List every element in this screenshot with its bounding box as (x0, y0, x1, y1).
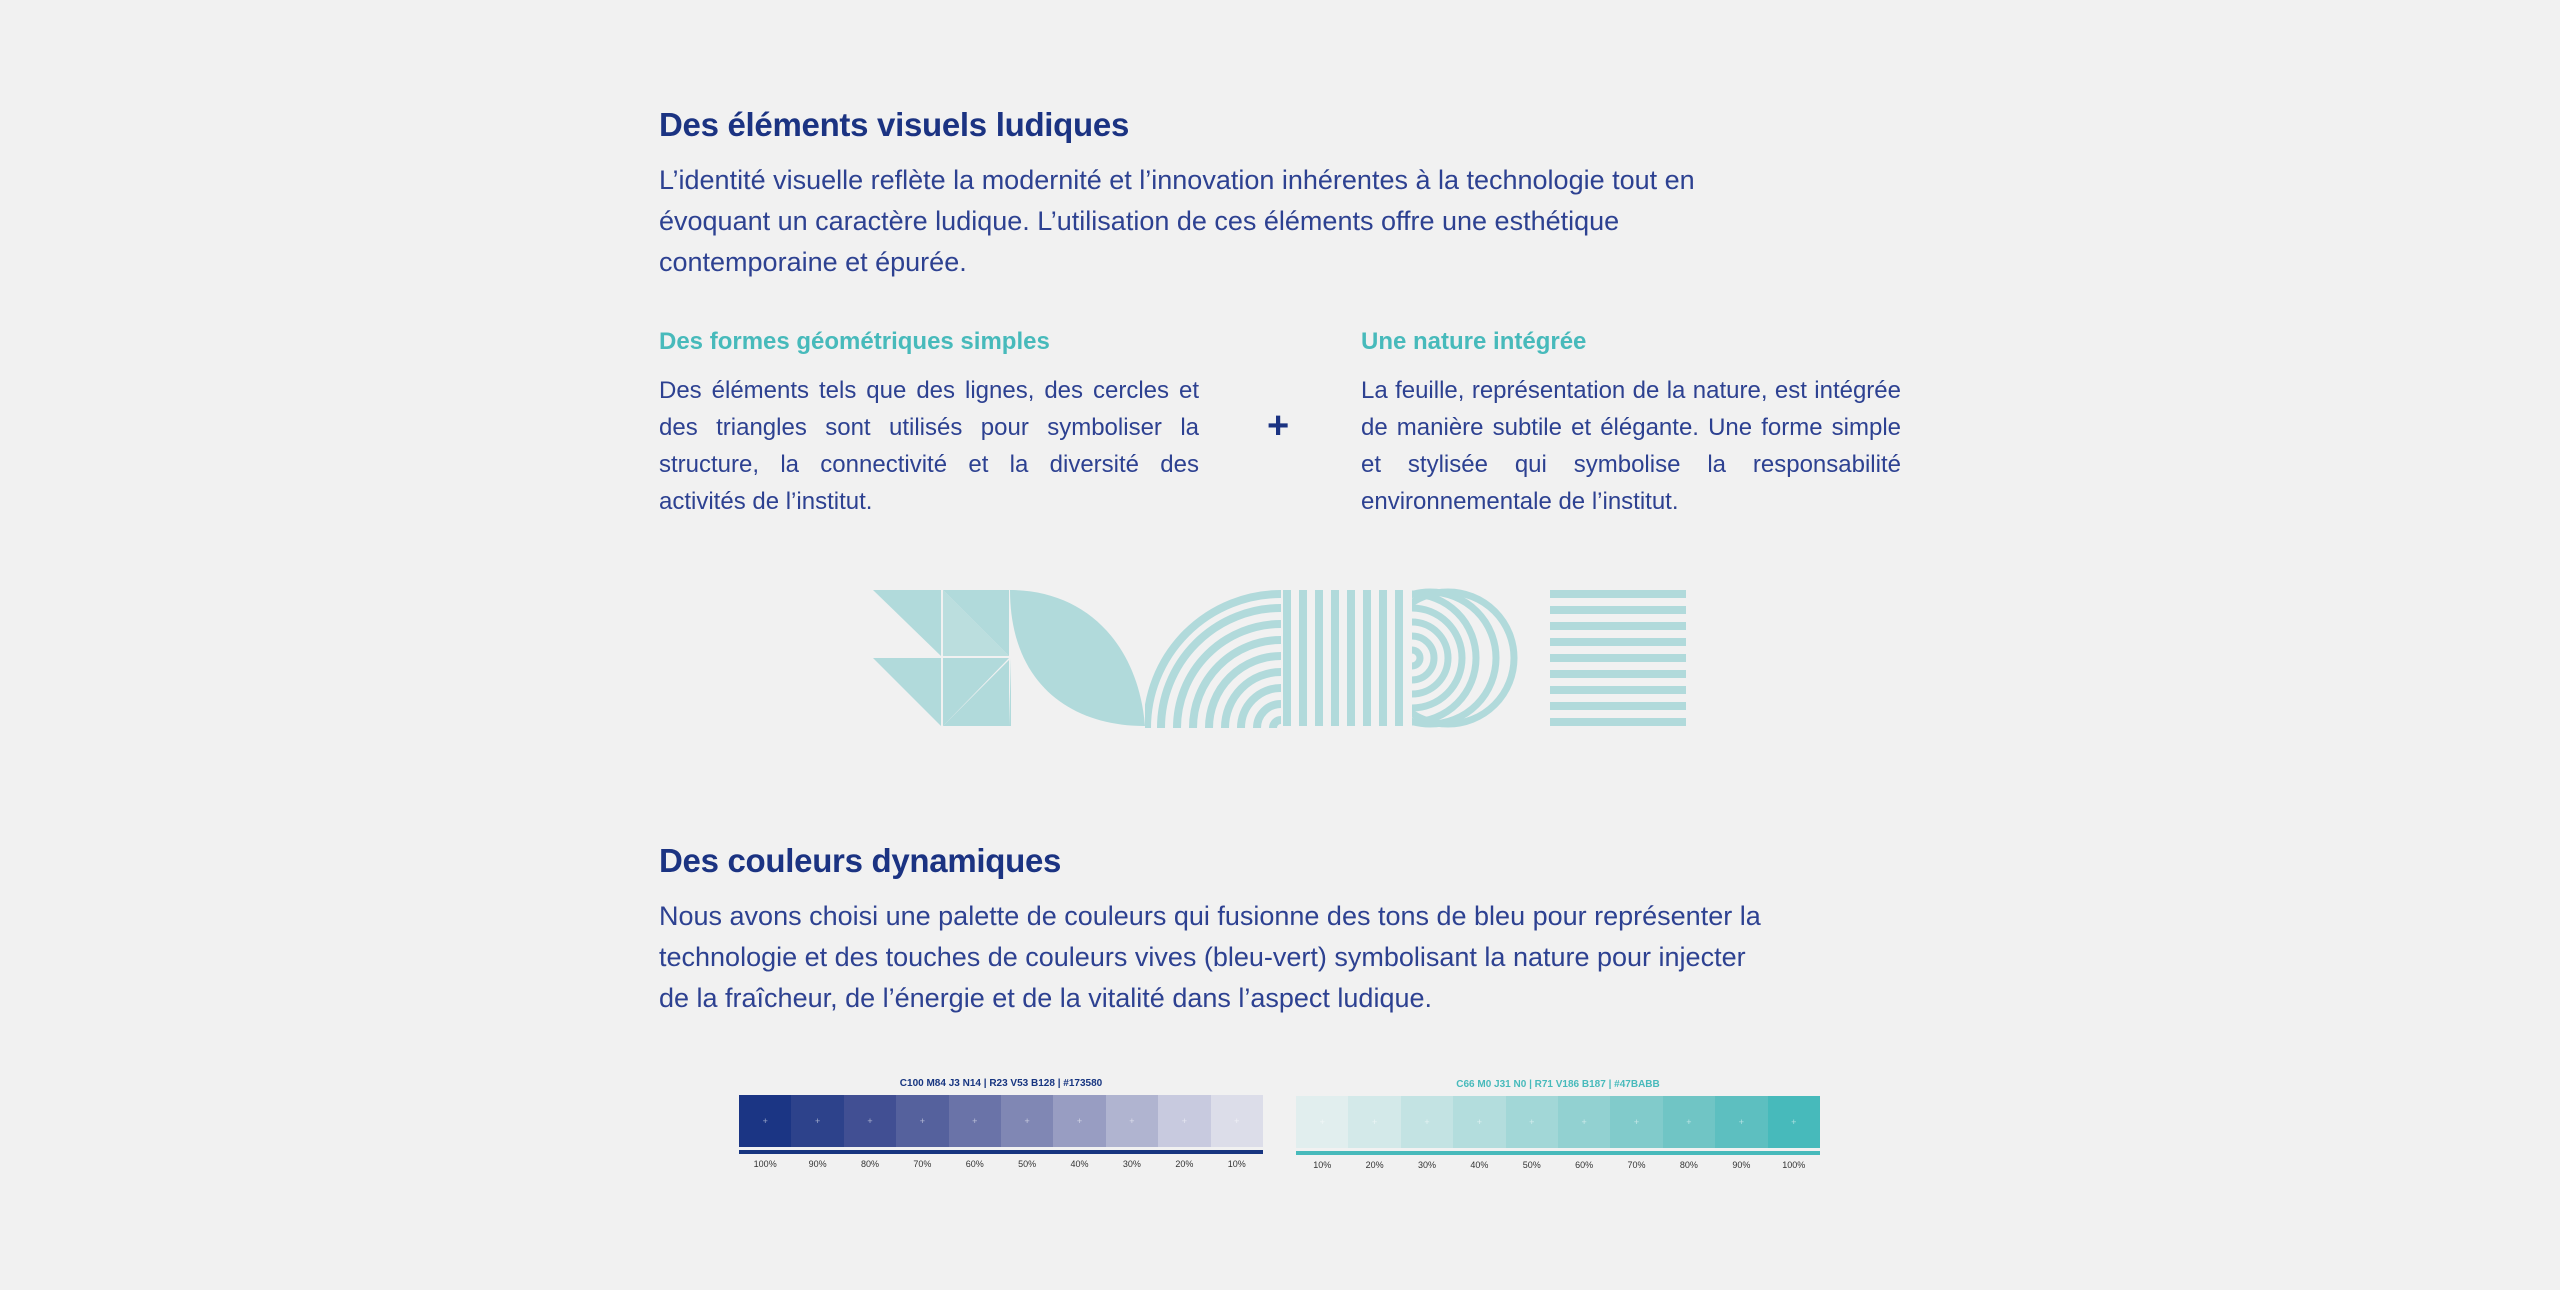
swatch-percent-label: 20% (1175, 1159, 1194, 1169)
palette-teal-labels (1296, 1160, 1820, 1170)
color-swatch: + (1715, 1096, 1767, 1148)
section-title-visual: Des éléments visuels ludiques (659, 106, 1129, 143)
palette-blue (739, 1078, 1263, 1169)
color-swatch: + (1106, 1095, 1158, 1147)
swatch-percent-label: 90% (808, 1159, 827, 1169)
swatch-percent-label: 10% (1227, 1159, 1246, 1169)
color-swatch: + (1401, 1096, 1453, 1148)
section-lead-visual (659, 160, 1839, 283)
right-column-text: La feuille, représentation de la nature, est intégrée de manière subtile et élégante. Une forme simple et stylisée qui symbolise la responsabilité environnementale de l’institut. (1361, 377, 1901, 515)
palette-blue-underline (739, 1150, 1263, 1154)
color-swatch: + (1001, 1095, 1053, 1147)
lead-line: Nous avons choisi une palette de couleurs qui fusionne des tons de bleu pour représenter la (659, 901, 1761, 931)
swatch-percent-label: 100% (753, 1159, 777, 1169)
triangle-shape (873, 658, 941, 726)
left-column-title: Des formes géométriques simples (659, 328, 1050, 355)
color-swatch: + (1610, 1096, 1662, 1148)
concentric-rings-shape (1348, 592, 1514, 724)
swatch-percent-label: 90% (1732, 1160, 1751, 1170)
lead-line: contemporaine et épurée. (659, 247, 967, 277)
swatch-percent-label: 10% (1313, 1160, 1332, 1170)
color-swatch: + (1506, 1096, 1558, 1148)
palette-blue-labels (739, 1159, 1263, 1169)
swatch-percent-label: 100% (1782, 1160, 1806, 1170)
swatch-percent-label: 80% (860, 1159, 879, 1169)
lead-line: de la fraîcheur, de l’énergie et de la vitalité dans l’aspect ludique. (659, 983, 1432, 1013)
palette-blue-code: C100 M84 J3 N14 | R23 V53 B128 | #173580 (899, 1078, 1103, 1089)
lead-line: L’identité visuelle reflète la modernité et l’innovation inhérentes à la technologie tout en (659, 165, 1695, 195)
swatch-percent-label: 20% (1365, 1160, 1384, 1170)
swatch-percent-label: 50% (1018, 1159, 1037, 1169)
swatch-percent-label: 70% (913, 1159, 932, 1169)
color-swatch: + (1453, 1096, 1505, 1148)
color-swatch: + (739, 1095, 791, 1147)
horizontal-lines-shape (1550, 590, 1686, 726)
palette-teal (1296, 1079, 1820, 1170)
vertical-lines-shape (1283, 590, 1403, 726)
color-swatch: + (1158, 1095, 1210, 1147)
swatch-percent-label: 80% (1679, 1160, 1698, 1170)
lead-line: évoquant un caractère ludique. L’utilisation de ces éléments offre une esthétique (659, 206, 1620, 236)
palette-blue-swatches (739, 1095, 1263, 1147)
plus-sign: + (1267, 405, 1290, 447)
swatch-percent-label: 40% (1470, 1160, 1489, 1170)
section-lead-colors (659, 896, 1839, 1019)
swatch-percent-label: 50% (1522, 1160, 1541, 1170)
triangle-shape (873, 590, 941, 656)
leaf-shape (1010, 590, 1145, 726)
swatch-percent-label: 30% (1122, 1159, 1141, 1169)
color-swatch: + (844, 1095, 896, 1147)
swatch-percent-label: 60% (965, 1159, 984, 1169)
color-swatch: + (1768, 1096, 1820, 1148)
palette-teal-underline (1296, 1151, 1820, 1155)
swatch-percent-label: 30% (1417, 1160, 1436, 1170)
swatch-percent-label: 40% (1070, 1159, 1089, 1169)
concentric-arcs-shape (1147, 594, 1415, 728)
right-column-title: Une nature intégrée (1361, 328, 1587, 355)
section-title-colors: Des couleurs dynamiques (659, 842, 1062, 879)
color-swatch: + (791, 1095, 843, 1147)
lead-line: technologie et des touches de couleurs vives (bleu-vert) symbolisant la nature pour injecter (659, 942, 1746, 972)
color-swatch: + (949, 1095, 1001, 1147)
color-swatch: + (1348, 1096, 1400, 1148)
color-swatch: + (1558, 1096, 1610, 1148)
left-column-text: Des éléments tels que des lignes, des cercles et des triangles sont utilisés pour symboliser la structure, la connectivité et la diversité des activités de l’institut. (659, 377, 1199, 515)
color-swatch: + (1296, 1096, 1348, 1148)
color-swatch: + (1211, 1095, 1263, 1147)
swatch-percent-label: 70% (1627, 1160, 1646, 1170)
palette-teal-code: C66 M0 J31 N0 | R71 V186 B187 | #47BABB (1456, 1079, 1660, 1090)
palette-teal-swatches (1296, 1096, 1820, 1148)
geometric-shapes-illustration (870, 588, 1690, 728)
color-swatch: + (1053, 1095, 1105, 1147)
color-swatch: + (896, 1095, 948, 1147)
swatch-percent-label: 60% (1575, 1160, 1594, 1170)
color-swatch: + (1663, 1096, 1715, 1148)
